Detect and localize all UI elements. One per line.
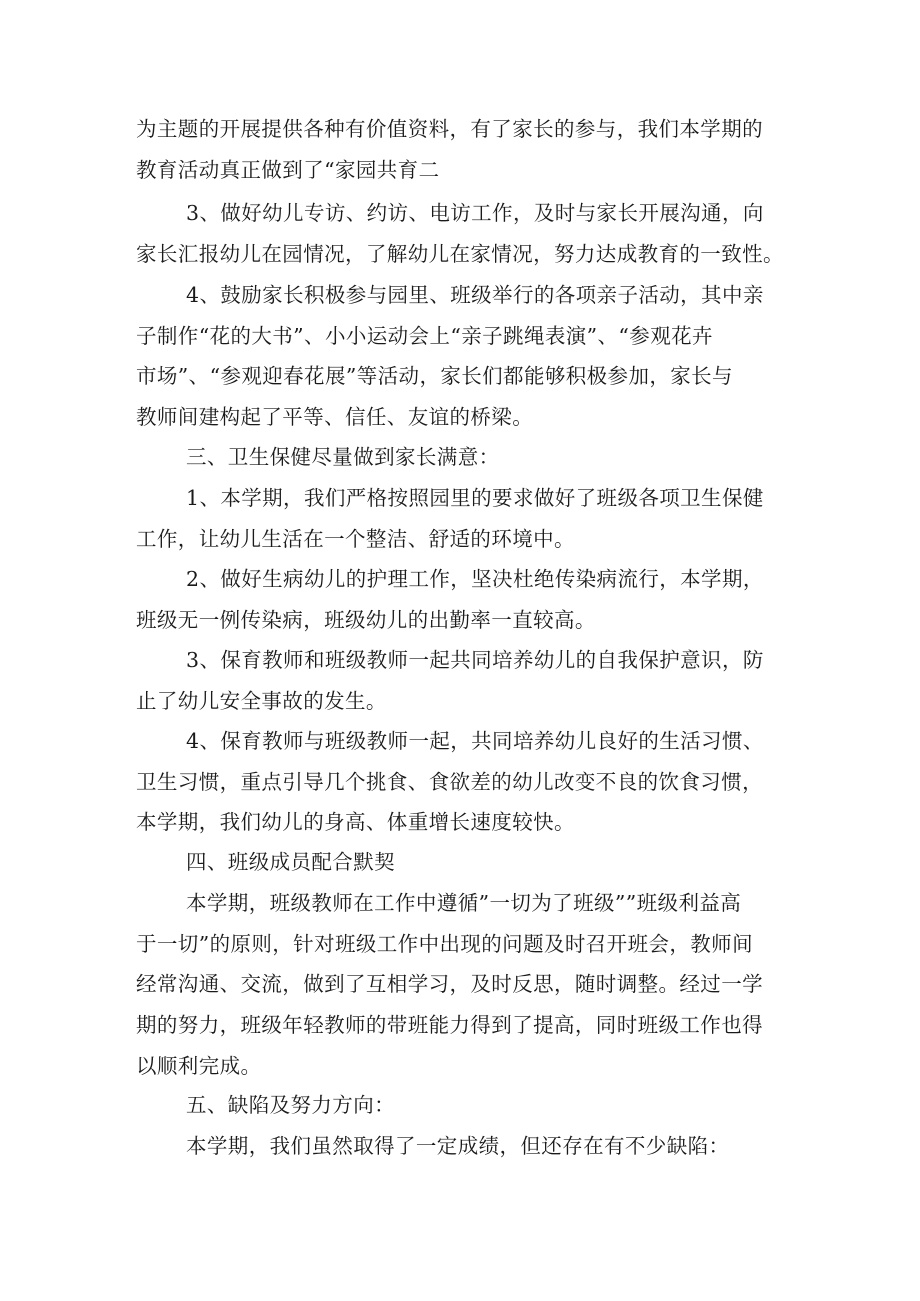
paragraph-item-4-habits [136, 721, 806, 843]
text-line: 1、本学期，我们严格按照园里的要求做好了班级各项卫生保健 [186, 486, 764, 510]
paragraph-item-4-parent-activities [136, 275, 806, 438]
text-line: 本学期，我们虽然取得了一定成绩，但还存在有不少缺陷： [186, 1134, 730, 1158]
text-line: 本学期，班级教师在工作中遵循”一切为了班级””班级利益高 [186, 891, 742, 915]
section-heading-4 [136, 842, 806, 883]
text-line: 本学期，我们幼儿的身高、体重增长速度较快。 [136, 810, 575, 835]
text-line: 三、卫生保健尽量做到家长满意： [186, 445, 500, 469]
text-line: 止了幼儿安全事故的发生。 [136, 688, 387, 713]
section-heading-3 [136, 437, 806, 478]
text-line: 家长汇报幼儿在园情况，了解幼儿在家情况，努力达成教育的一致性。 [136, 241, 784, 266]
text-line: 以顺利完成。 [136, 1053, 262, 1078]
section-heading-5 [136, 1085, 806, 1126]
text-line: 3、做好幼儿专访、约访、电访工作，及时与家长开展沟通，向 [186, 201, 764, 225]
text-line: 工作，让幼儿生活在一个整洁、舒适的环境中。 [136, 526, 575, 551]
text-line: 教育活动真正做到了“家园共育二 [136, 157, 440, 182]
text-line: 3、保育教师和班级教师一起共同培养幼儿的自我保护意识，防 [186, 648, 764, 672]
text-line: 教师间建构起了平等、信任、友谊的桥梁。 [136, 405, 534, 430]
paragraph-section-5-body [136, 1126, 806, 1167]
text-line: 四、班级成员配合默契 [186, 850, 395, 874]
text-line: 经常沟通、交流，做到了互相学习，及时反思，随时调整。经过一学 [136, 972, 763, 997]
text-line: 子制作“花的大书”、小小运动会上“亲子跳绳表演”、“参观花卉 [136, 323, 713, 348]
text-line: 班级无一例传染病，班级幼儿的出勤率一直较高。 [136, 607, 596, 632]
paragraph-item-3-home-visits [136, 193, 806, 274]
paragraph-item-1-hygiene [136, 478, 806, 559]
text-line: 为主题的开展提供各种有价值资料，有了家长的参与，我们本学期的 [136, 117, 763, 141]
text-line: 4、鼓励家长积极参与园里、班级举行的各项亲子活动，其中亲 [186, 283, 764, 307]
paragraph-item-2-illness-care [136, 559, 806, 640]
text-line: 于一切”的原则，针对班级工作中出现的问题及时召开班会，教师间 [136, 931, 753, 956]
text-line: 卫生习惯，重点引导几个挑食、食欲差的幼儿改变不良的饮食习惯， [136, 769, 763, 794]
text-line: 4、保育教师与班级教师一起，共同培养幼儿良好的生活习惯、 [186, 729, 764, 753]
paragraph-section-4-body [136, 883, 806, 1086]
text-line: 市场”、“参观迎春花展”等活动，家长们都能够积极参加，家长与 [136, 364, 733, 389]
paragraph-item-3-safety [136, 640, 806, 721]
paragraph-intro-continuation [136, 109, 806, 190]
text-line: 五、缺陷及努力方向： [186, 1093, 395, 1117]
text-line: 2、做好生病幼儿的护理工作，坚决杜绝传染病流行，本学期， [186, 567, 764, 591]
text-line: 期的努力，班级年轻教师的带班能力得到了提高，同时班级工作也得 [136, 1013, 763, 1038]
